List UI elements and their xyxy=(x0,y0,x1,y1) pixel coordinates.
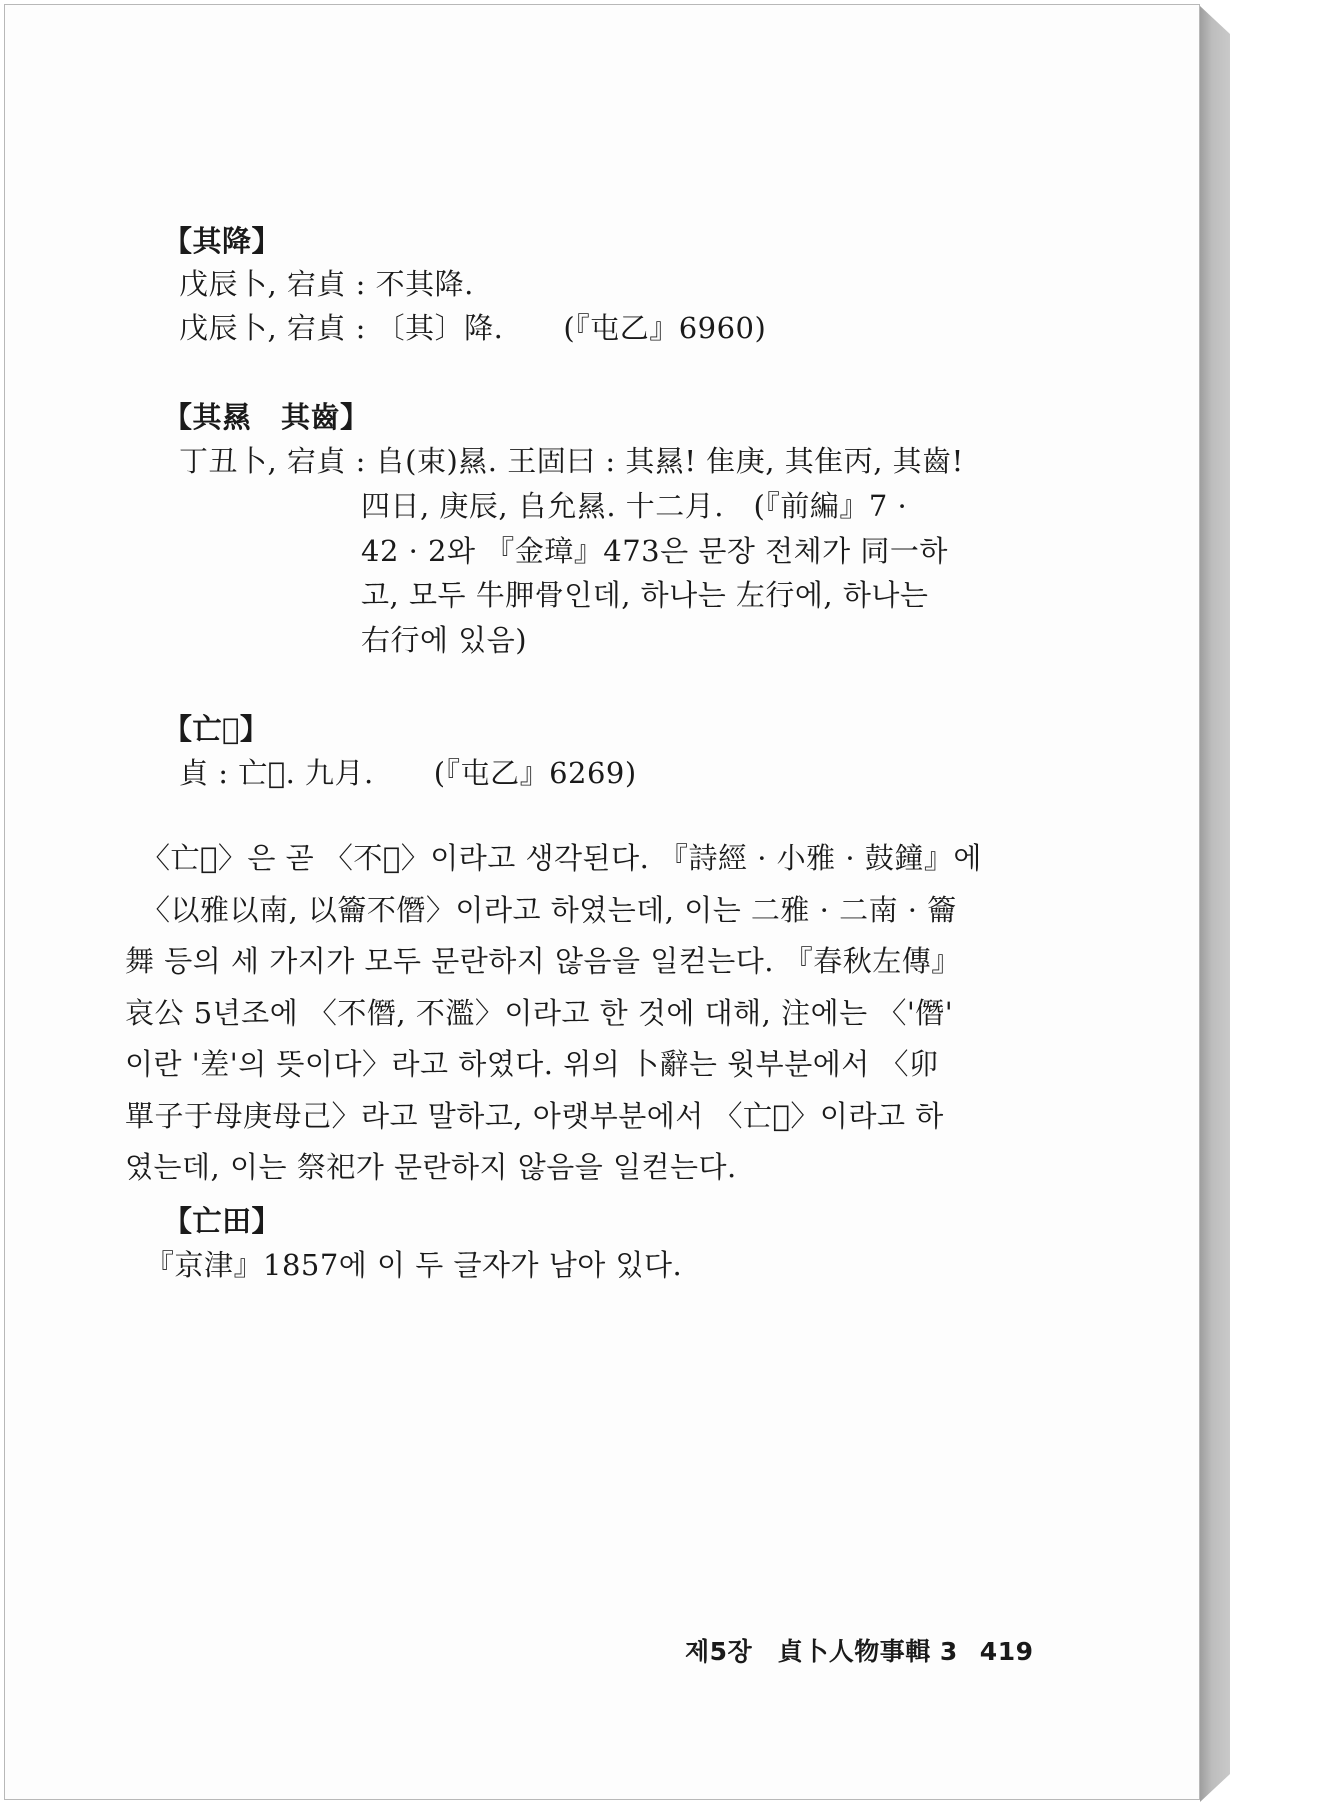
inscription-text: 戊辰卜, 宕貞 : 〔其〕降. xyxy=(179,311,504,345)
inscription-line xyxy=(179,306,766,347)
inscription-line: 42 · 2와 『金璋』473은 문장 전체가 同一하 xyxy=(361,534,948,568)
section-heading-wangtian: 【亡田】 xyxy=(163,1204,282,1238)
section-heading-qixian: 【其㬎 其齒】 xyxy=(163,400,370,434)
source-citation: (『屯乙』6960) xyxy=(563,311,767,345)
inscription-line xyxy=(179,751,637,792)
inscription-line: 丁丑卜, 宕貞 : 𠂤(束)㬎. 王固曰 : 其㬎! 隹庚, 其隹丙, 其齒! xyxy=(179,444,964,478)
paragraph-line: 〈以雅以南, 以籥不僭〉이라고 하였는데, 이는 二雅 · 二南 · 籥 xyxy=(141,892,957,927)
closing-note: 『京津』1857에 이 두 글자가 남아 있다. xyxy=(145,1248,683,1282)
section-heading-wangzan: 【亡𣍗】 xyxy=(163,712,270,746)
paragraph-line: 였는데, 이는 祭祀가 문란하지 않음을 일컫는다. xyxy=(125,1150,737,1184)
paragraph-line: 哀公 5년조에 〈不僭, 不濫〉이라고 한 것에 대해, 注에는 〈'僭' xyxy=(125,995,954,1030)
page-number: 419 xyxy=(979,1637,1034,1666)
inscription-line: 戊辰卜, 宕貞 : 不其降. xyxy=(179,267,474,301)
paragraph-line: 이란 '差'의 뜻이다〉라고 하였다. 위의 卜辭는 윗부분에서 〈卯 xyxy=(125,1047,939,1081)
source-citation: (『屯乙』6269) xyxy=(433,756,637,790)
inscription-line: 右行에 있음) xyxy=(361,623,528,657)
paragraph-line: 〈亡𣍗〉은 곧 〈不𣍗〉이라고 생각된다. 『詩經 · 小雅 · 鼓鐘』에 xyxy=(141,841,982,875)
paragraph-line: 單子于母庚母己〉라고 말하고, 아랫부분에서 〈亡𣍗〉이라고 하 xyxy=(125,1098,944,1133)
inscription-line: 四日, 庚辰, 𠂤允㬎. 十二月. (『前編』7 · xyxy=(361,489,908,523)
section-heading-qijiang: 【其降】 xyxy=(163,224,282,258)
paragraph-line: 舞 등의 세 가지가 모두 문란하지 않음을 일컫는다. 『春秋左傳』 xyxy=(125,944,961,978)
running-footer xyxy=(685,1632,1033,1668)
book-page xyxy=(4,4,1200,1800)
chapter-title: 제5장 貞卜人物事輯 3 xyxy=(685,1637,958,1666)
page-content xyxy=(5,5,1199,1799)
inscription-line: 고, 모두 牛胛骨인데, 하나는 左行에, 하나는 xyxy=(361,578,929,612)
page-edge xyxy=(1200,6,1230,1802)
commentary-paragraph xyxy=(125,833,1041,1194)
inscription-text: 貞 : 亡𣍗. 九月. xyxy=(179,756,374,790)
